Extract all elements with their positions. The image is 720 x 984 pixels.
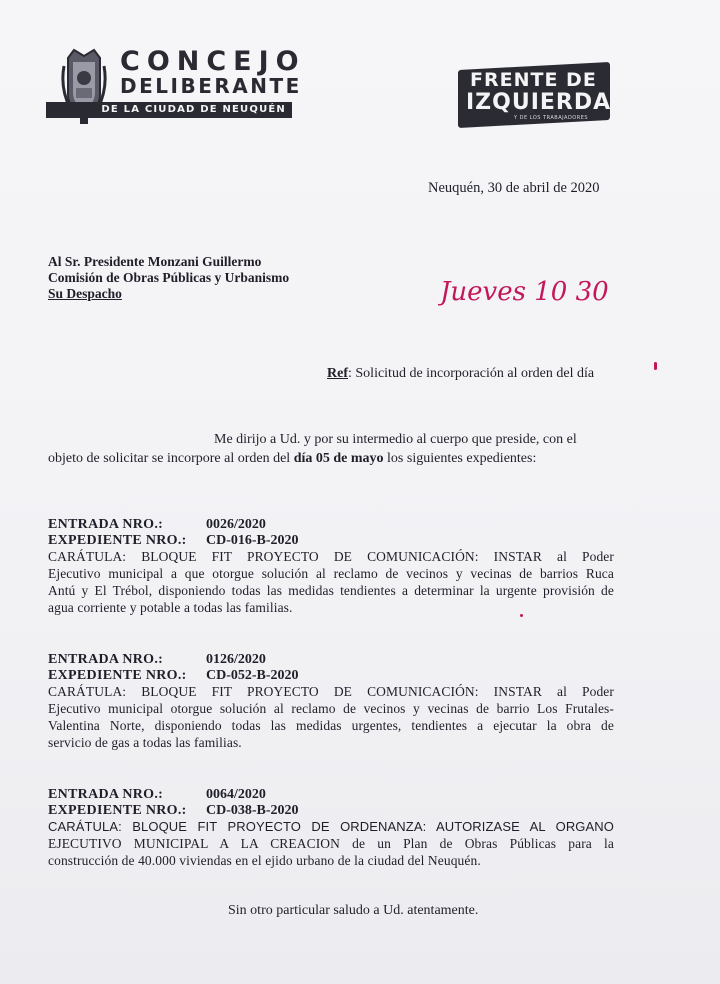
- expediente-label: EXPEDIENTE NRO.:: [48, 668, 187, 683]
- expediente-number: CD-016-B-2020: [206, 533, 299, 548]
- entrada-label: ENTRADA NRO.:: [48, 652, 164, 667]
- expediente-2-entrada: [48, 651, 266, 668]
- addressee-despacho: Su Despacho: [48, 286, 122, 301]
- fit-logo-line1: FRENTE DE: [470, 69, 597, 91]
- intro-line-2c: los siguientes expedientes:: [383, 451, 537, 466]
- frente-de-izquierda-logo: [458, 66, 610, 124]
- expediente-3-caratula-2: EJECUTIVO MUNICIPAL A LA CREACION de un Plan de Obras Públicas para la: [48, 836, 614, 851]
- deliberante-title: DELIBERANTE: [120, 74, 302, 98]
- ink-mark: [654, 362, 657, 370]
- fit-logo-subtitle: Y DE LOS TRABAJADORES: [514, 115, 589, 121]
- reference-text: : Solicitud de incorporación al orden del día: [348, 366, 595, 381]
- addressee-commission: Comisión de Obras Públicas y Urbanismo: [48, 270, 290, 285]
- expediente-1-caratula-2: Ejecutivo municipal a que otorgue solución al reclamo de vecinos y vecinas de barrios Ruca: [48, 566, 614, 581]
- entrada-label: ENTRADA NRO.:: [48, 787, 164, 802]
- expediente-3-caratula-1: CARÁTULA: BLOQUE FIT PROYECTO DE ORDENANZA: AUTORIZASE AL ORGANO: [48, 819, 614, 834]
- intro-date-bold: día 05 de mayo: [293, 451, 384, 466]
- expediente-3-caratula-3: construcción de 40.000 viviendas en el ejido urbano de la ciudad del Neuquén.: [48, 853, 481, 868]
- ink-dot: [520, 614, 523, 617]
- ciudad-banner: DE LA CIUDAD DE NEUQUÉN: [46, 102, 292, 118]
- expediente-label: EXPEDIENTE NRO.:: [48, 533, 187, 548]
- expediente-1-entrada: [48, 516, 266, 533]
- reference-label: Ref: [327, 366, 348, 381]
- fit-logo-line2: IZQUIERDA: [466, 90, 612, 115]
- expediente-number: CD-052-B-2020: [206, 668, 299, 683]
- expediente-3-expediente: [48, 802, 299, 819]
- expediente-2-caratula-4: servicio de gas a todas las familias.: [48, 735, 242, 750]
- reference-line: [327, 365, 594, 382]
- expediente-label: EXPEDIENTE NRO.:: [48, 803, 187, 818]
- concejo-deliberante-logo: [46, 44, 306, 124]
- expediente-2-caratula-1: CARÁTULA: BLOQUE FIT PROYECTO DE COMUNICACIÓN: INSTAR al Poder: [48, 684, 614, 699]
- entrada-label: ENTRADA NRO.:: [48, 517, 164, 532]
- addressee-name: Al Sr. Presidente Monzani Guillermo: [48, 254, 262, 269]
- expediente-1-expediente: [48, 532, 299, 549]
- expediente-2-expediente: [48, 667, 299, 684]
- expediente-3-entrada: [48, 786, 266, 803]
- entrada-number: 0064/2020: [206, 787, 266, 802]
- intro-line-1: Me dirijo a Ud. y por su intermedio al cuerpo que preside, con el: [214, 432, 577, 447]
- closing-line: Sin otro particular saludo a Ud. atentamente.: [228, 903, 479, 918]
- entrada-number: 0126/2020: [206, 652, 266, 667]
- expediente-2-caratula-2: Ejecutivo municipal otorgue solución al reclamo de vecinos y vecinas de barrio Los Frutales-: [48, 701, 614, 716]
- date-line: Neuquén, 30 de abril de 2020: [428, 180, 600, 196]
- expediente-1-caratula-3: Antú y El Trébol, disponiendo todas las medidas tendientes a determinar la urgente provisión de: [48, 583, 614, 598]
- expediente-1-caratula-4: agua corriente y potable a todas las familias.: [48, 600, 293, 615]
- handwritten-note-text: Jueves 10 30: [440, 277, 609, 307]
- intro-line-2a: objeto de solicitar se incorpore al orden del: [48, 451, 294, 466]
- expediente-1-caratula-1: CARÁTULA: BLOQUE FIT PROYECTO DE COMUNICACIÓN: INSTAR al Poder: [48, 549, 614, 564]
- expediente-2-caratula-3: Valentina Norte, disponiendo todas las medidas urgentes, tendientes a ejecutar la obra de: [48, 718, 614, 733]
- expediente-number: CD-038-B-2020: [206, 803, 299, 818]
- intro-line-2: [48, 450, 536, 467]
- entrada-number: 0026/2020: [206, 517, 266, 532]
- handwritten-note: [438, 266, 624, 310]
- concejo-title: CONCEJO: [120, 46, 306, 77]
